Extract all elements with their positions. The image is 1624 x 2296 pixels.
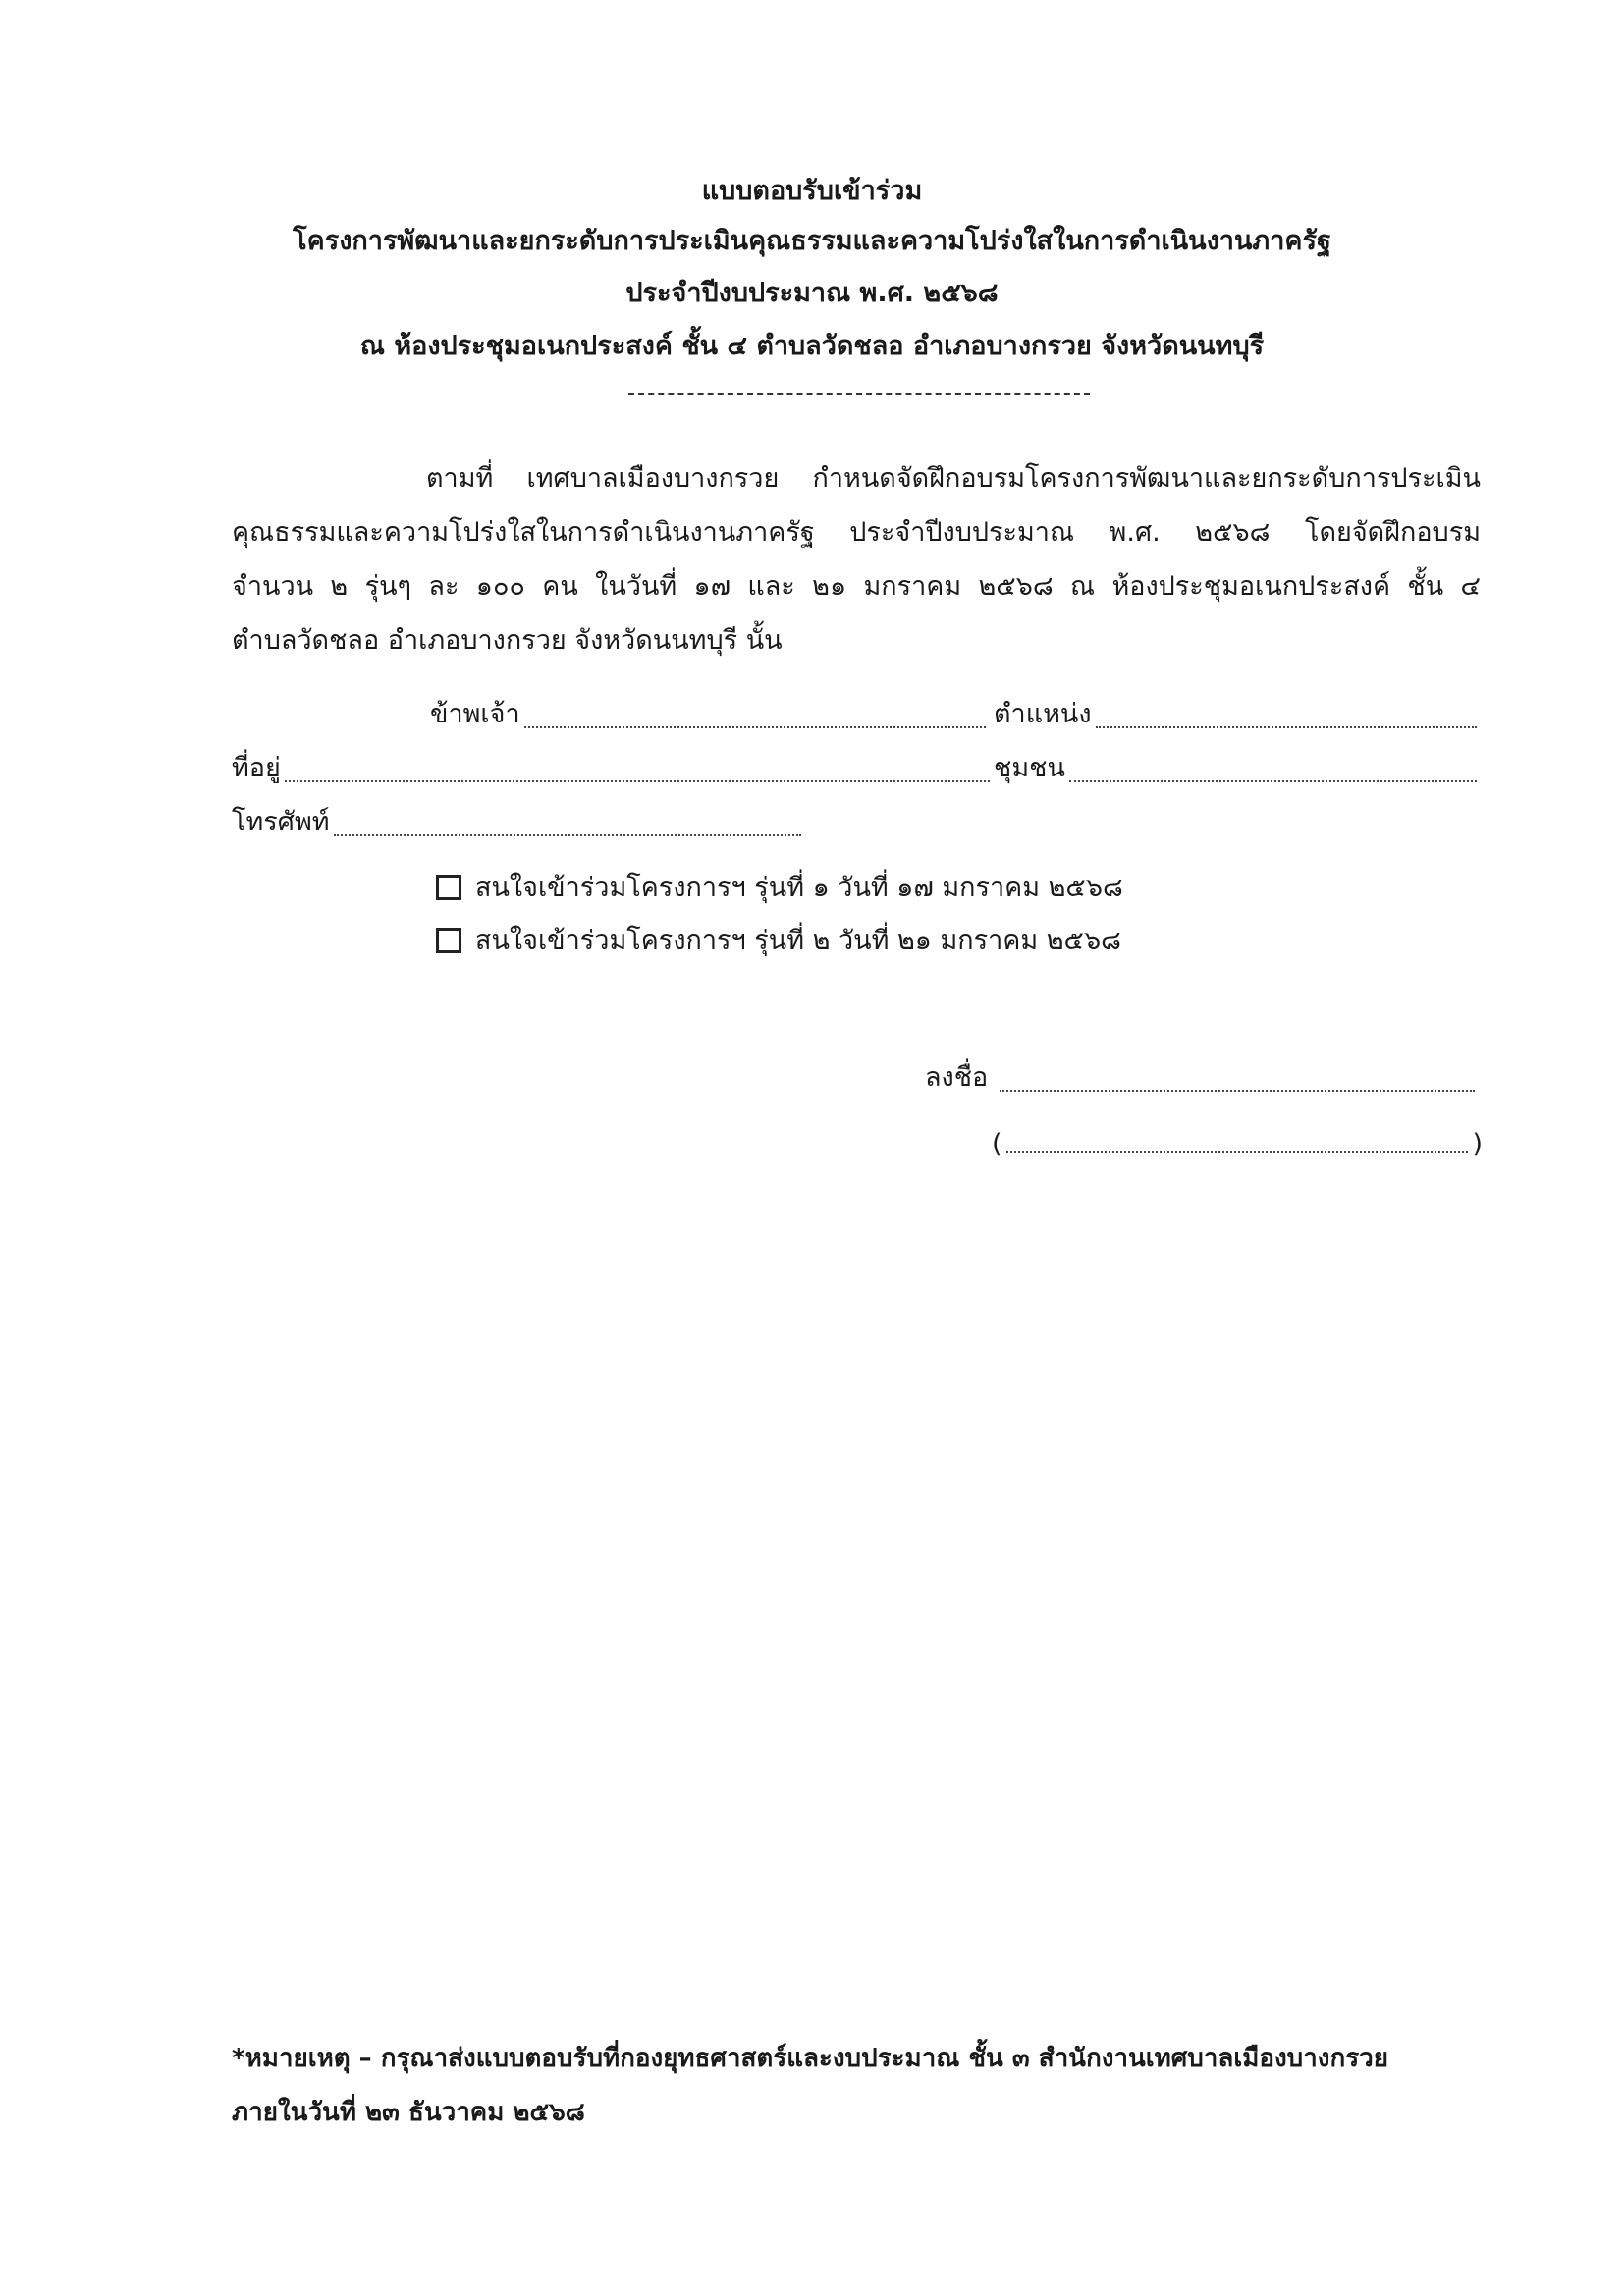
signature-field[interactable] [925,1055,1479,1097]
form-title: แบบตอบรับเข้าร่วม [701,176,923,206]
signature-fill-line[interactable] [1000,1090,1475,1092]
footer-note-line-2: ภายในวันที่ ๒๓ ธันวาคม ๒๕๖๘ [232,2098,585,2127]
position-field[interactable] [994,692,1481,734]
option-round-2[interactable] [436,919,1121,961]
option-round-1[interactable] [436,866,1123,908]
header-divider [628,393,1090,395]
close-paren: ) [1472,1129,1483,1159]
community-field[interactable] [994,746,1481,788]
checkbox-round-1[interactable] [436,875,461,900]
address-fill-line[interactable] [285,780,990,782]
signature-label: ลงชื่อ [925,1062,989,1093]
phone-label: โทรศัพท์ [232,807,330,837]
position-fill-line[interactable] [1096,726,1477,728]
address-field[interactable] [232,746,994,788]
community-fill-line[interactable] [1069,780,1477,782]
footer-note-line-1: *หมายเหตุ – กรุณาส่งแบบตอบรับที่กองยุทธศาสตร์และงบประมาณ ชั้น ๓ สำนักงานเทศบาลเมืองบางกรวย [232,2044,1388,2073]
community-label: ชุมชน [994,753,1065,783]
phone-field[interactable] [232,800,805,842]
phone-fill-line[interactable] [334,834,801,836]
name-field[interactable] [430,692,990,734]
option-round-2-label: สนใจเข้าร่วมโครงการฯ รุ่นที่ ๒ วันที่ ๒๑ มกราคม ๒๕๖๘ [475,926,1121,956]
venue: ณ ห้องประชุมอเนกประสงค์ ชั้น ๔ ตำบลวัดชลอ อำเภอบางกรวย จังหวัดนนทบุรี [359,331,1265,361]
fiscal-year: ประจำปีงบประมาณ พ.ศ. ๒๕๖๘ [625,278,999,308]
option-round-1-label: สนใจเข้าร่วมโครงการฯ รุ่นที่ ๑ วันที่ ๑๗ มกราคม ๒๕๖๘ [475,873,1123,903]
body-paragraph-line-2: คุณธรรมและความโปร่งใสในการดำเนินงานภาครัฐ ประจำปีงบประมาณ พ.ศ. ๒๕๖๘ โดยจัดฝึกอบรม [232,517,1481,548]
checkbox-round-2[interactable] [436,928,461,953]
signature-name-fill-line[interactable] [1006,1151,1469,1153]
body-paragraph-line-1: ตามที่ เทศบาลเมืองบางกรวย กำหนดจัดฝึกอบรมโครงการพัฒนาและยกระดับการประเมิน [426,463,1481,494]
name-label: ข้าพเจ้า [430,699,520,729]
signature-name-field[interactable] [992,1129,1483,1159]
name-fill-line[interactable] [524,726,986,728]
position-label: ตำแหน่ง [994,699,1092,729]
open-paren: ( [992,1129,1002,1159]
body-paragraph-line-4: ตำบลวัดชลอ อำเภอบางกรวย จังหวัดนนทบุรี นั้น [232,625,783,656]
address-label: ที่อยู่ [232,753,281,783]
body-paragraph-line-3: จำนวน ๒ รุ่นๆ ละ ๑๐๐ คน ในวันที่ ๑๗ และ ๒๑ มกราคม ๒๕๖๘ ณ ห้องประชุมอเนกประสงค์ ชั้น ๔ [232,571,1481,602]
project-title: โครงการพัฒนาและยกระดับการประเมินคุณธรรมและความโปร่งใสในการดำเนินงานภาครัฐ [293,226,1331,256]
